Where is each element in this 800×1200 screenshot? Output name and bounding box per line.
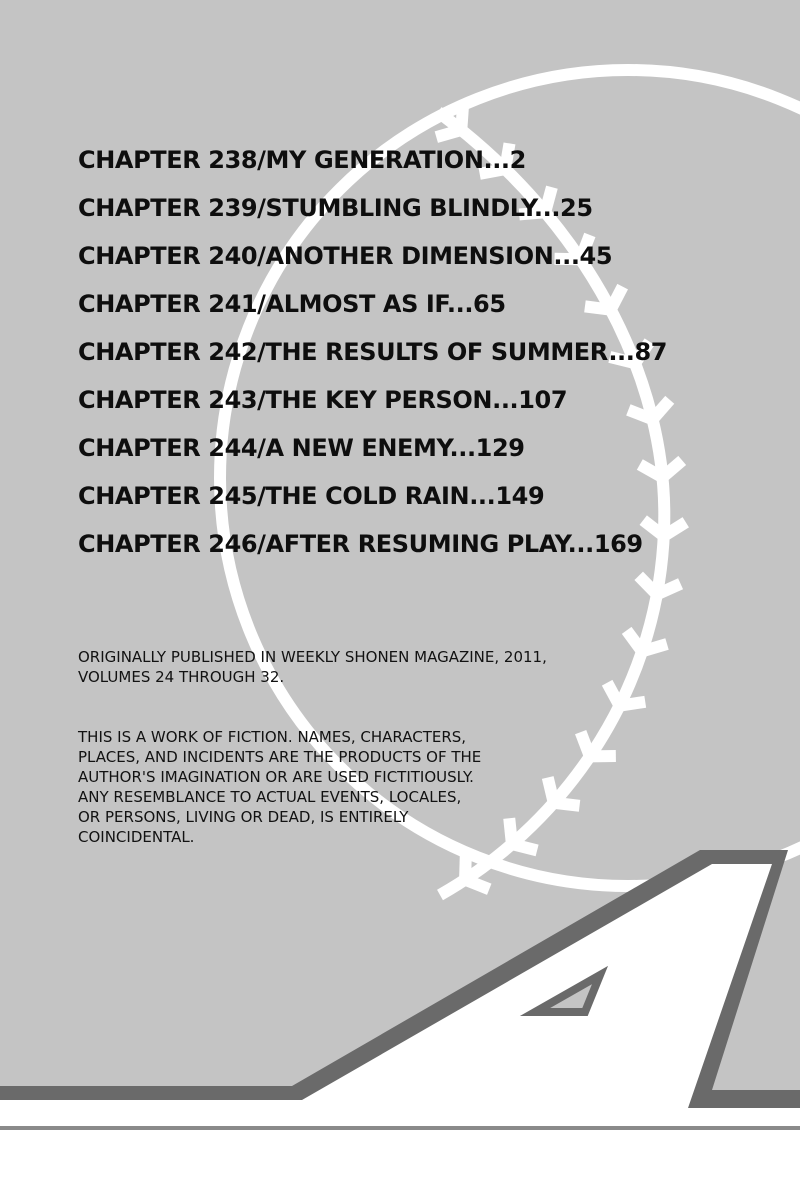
disclaimer-line: AUTHOR'S IMAGINATION OR ARE USED FICTITIOUSLY. <box>78 768 474 786</box>
toc-entry-243: CHAPTER 243/THE KEY PERSON...107 <box>78 386 568 414</box>
disclaimer-line: PLACES, AND INCIDENTS ARE THE PRODUCTS OF THE <box>78 748 482 766</box>
disclaimer-line: OR PERSONS, LIVING OR DEAD, IS ENTIRELY <box>78 808 409 826</box>
toc-entry-240: CHAPTER 240/ANOTHER DIMENSION...45 <box>78 242 613 270</box>
toc-entry-241: CHAPTER 241/ALMOST AS IF...65 <box>78 290 506 318</box>
disclaimer-line: ANY RESEMBLANCE TO ACTUAL EVENTS, LOCALES, <box>78 788 462 806</box>
toc-entry-238: CHAPTER 238/MY GENERATION...2 <box>78 146 526 174</box>
toc-entry-244: CHAPTER 244/A NEW ENEMY...129 <box>78 434 525 462</box>
disclaimer-line: THIS IS A WORK OF FICTION. NAMES, CHARACTERS, <box>78 728 467 746</box>
toc-entry-239: CHAPTER 239/STUMBLING BLINDLY...25 <box>78 194 593 222</box>
publication-note-line: VOLUMES 24 THROUGH 32. <box>78 668 285 686</box>
toc-entry-242: CHAPTER 242/THE RESULTS OF SUMMER...87 <box>78 338 668 366</box>
disclaimer-line: COINCIDENTAL. <box>78 828 195 846</box>
toc-entry-246: CHAPTER 246/AFTER RESUMING PLAY...169 <box>78 530 643 558</box>
publication-note-line: ORIGINALLY PUBLISHED IN WEEKLY SHONEN MAGAZINE, 2011, <box>78 648 547 666</box>
toc-entry-245: CHAPTER 245/THE COLD RAIN...149 <box>78 482 545 510</box>
